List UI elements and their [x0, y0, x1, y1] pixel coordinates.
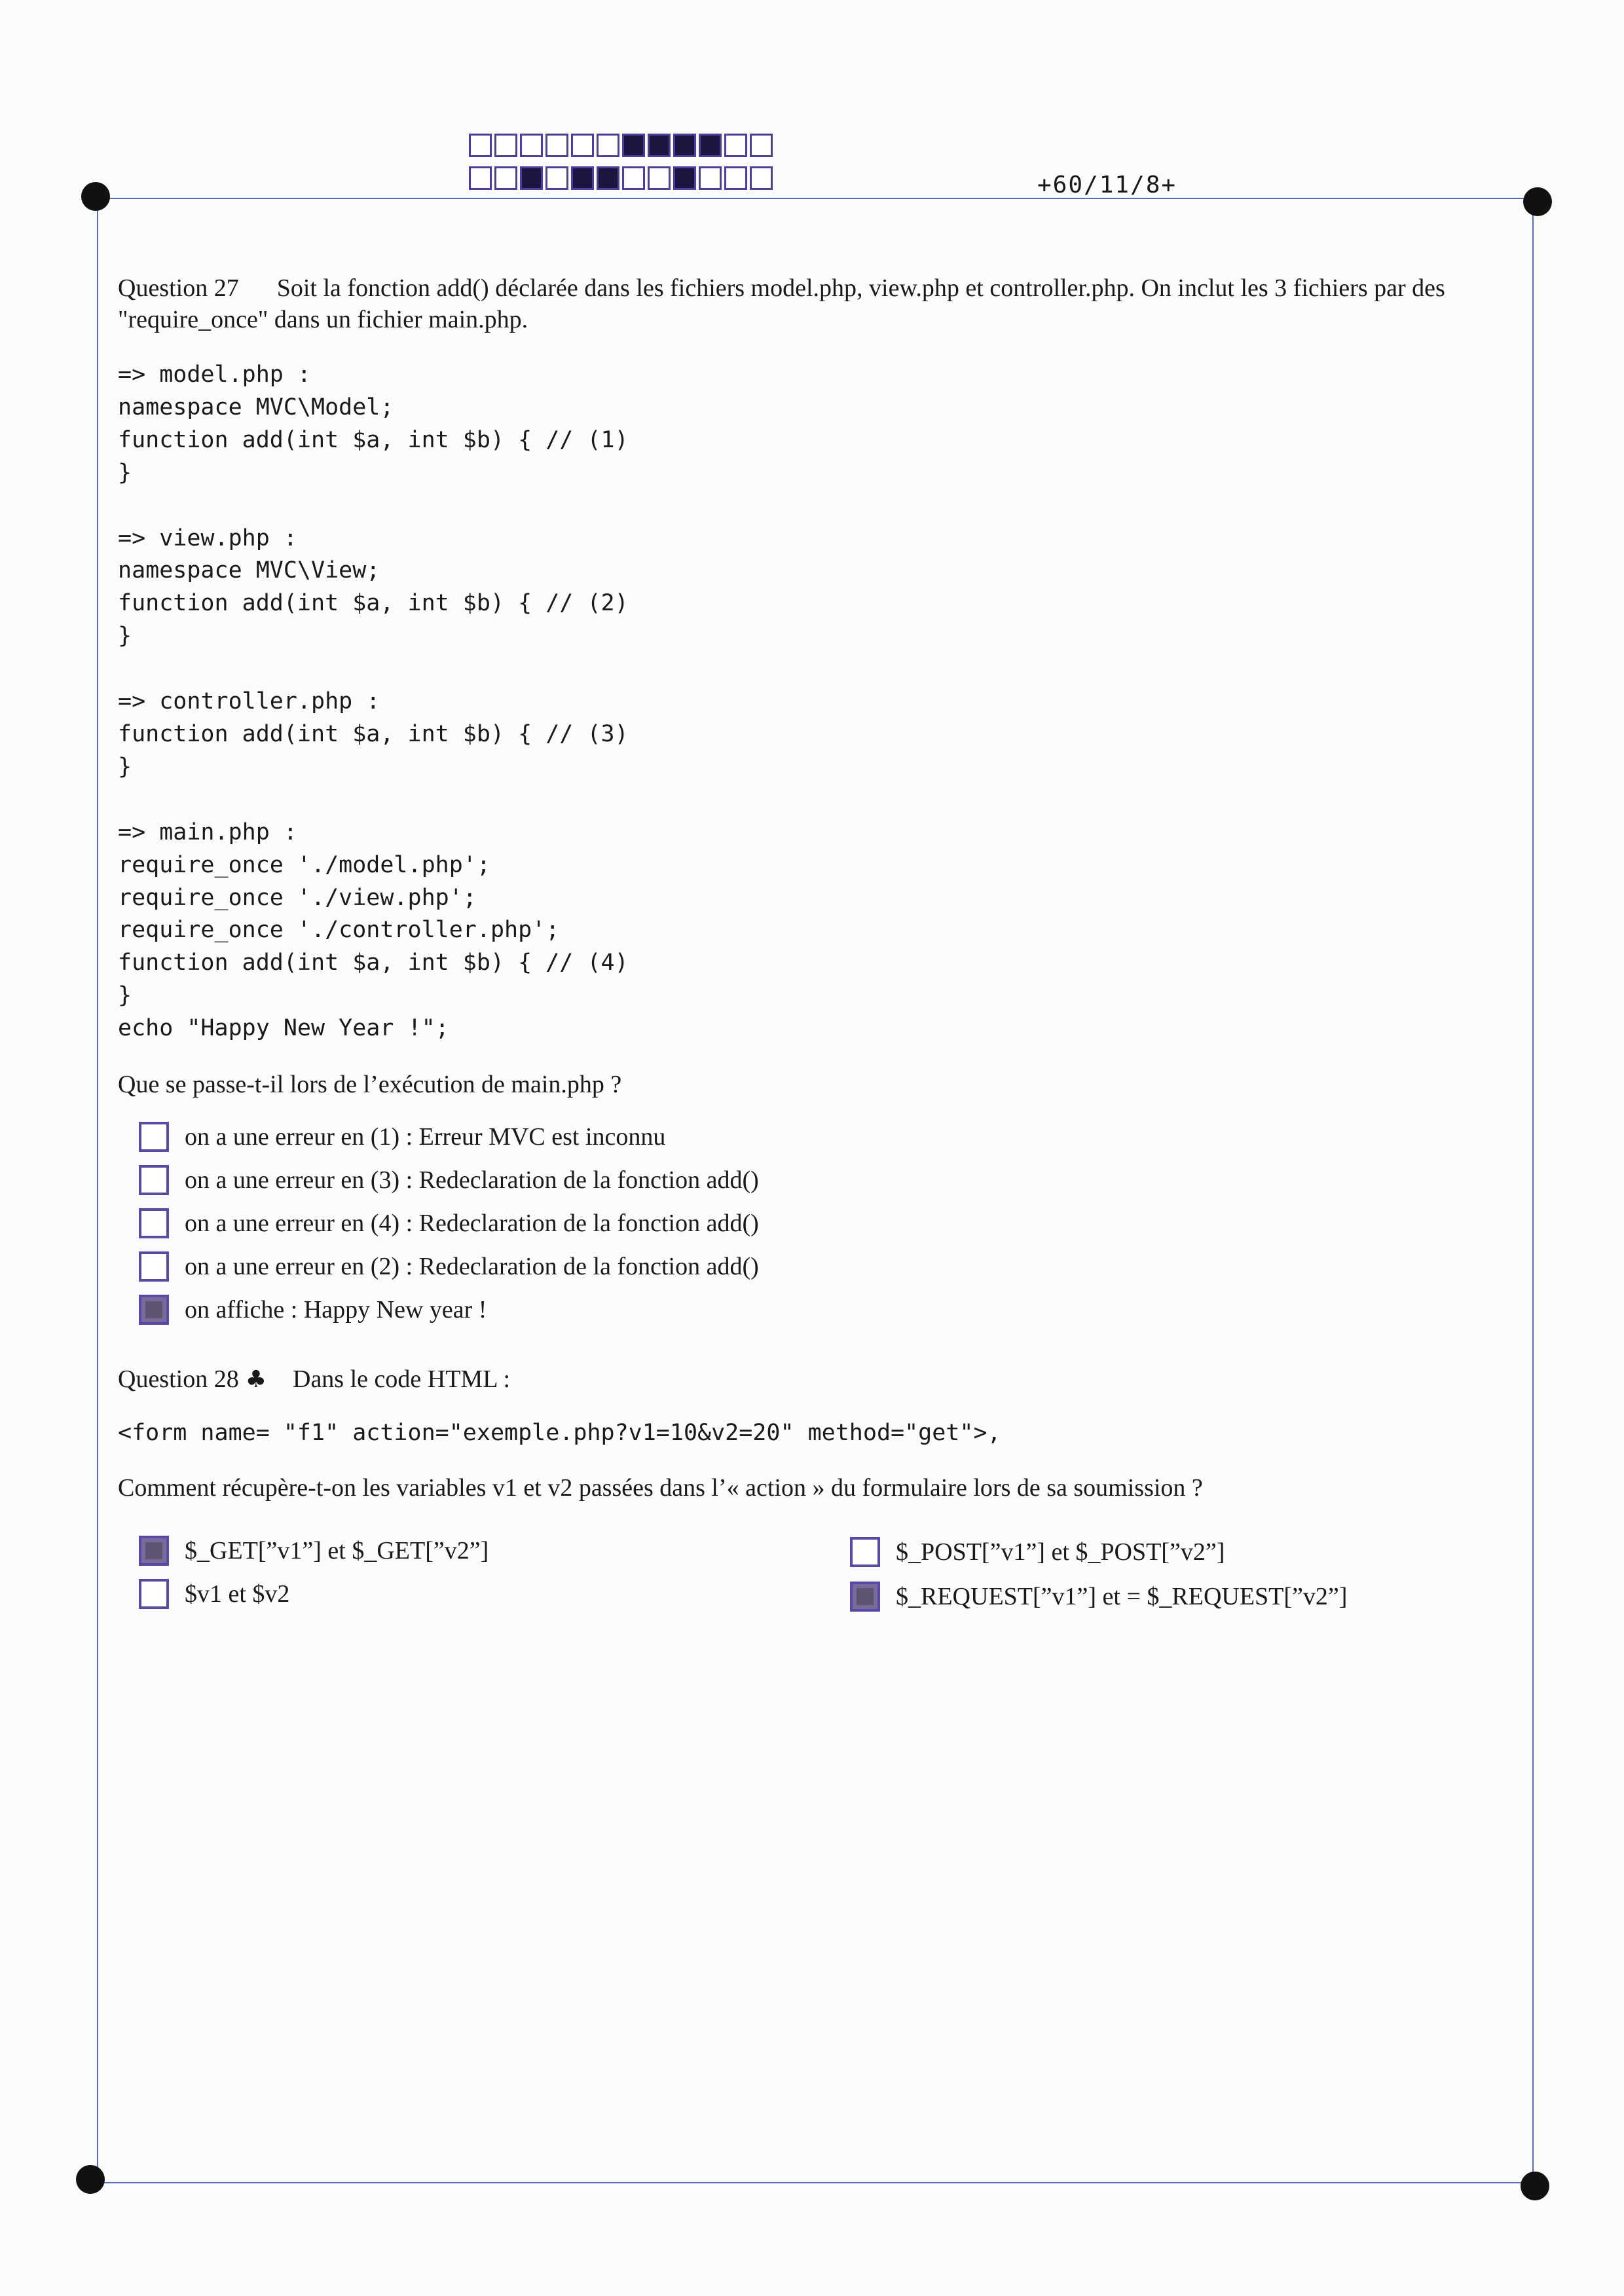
- q28-answer-3[interactable]: [139, 1578, 289, 1610]
- barcode-cell: [571, 166, 594, 190]
- barcode-cell: [469, 134, 492, 157]
- question-28-code: <form name= "f1" action="exemple.php?v1=10&v2=20" method="get">,: [118, 1420, 1001, 1446]
- barcode-cell: [597, 134, 619, 157]
- question-27-text: Soit la fonction add() déclarée dans les fichiers model.php, view.php et controller.php. On inclut les 3 fichiers par des "require_once" dans un fichier main.php.: [118, 274, 1445, 333]
- corner-marker-top-left: [81, 182, 110, 211]
- barcode-cell: [520, 166, 543, 190]
- question-27-code: => model.php : namespace MVC\Model; function add(int $a, int $b) { // (1) } => view.php : namespace MVC\View; function add(int $a, int $b) { // (2) } => controller.php : function add(int $a, int $b) { // (3) } => main.php : require_once './model.php'; require_once './view.php'; require_once './controller.php'; function add(int $a, int $b) { // (4) } echo "Happy New Year !";: [118, 361, 629, 1042]
- q27-answer-5-label: on affiche : Happy New year !: [185, 1296, 487, 1324]
- frame-right-line: [1532, 198, 1534, 2183]
- barcode-cell: [545, 134, 568, 157]
- barcode-cell: [597, 166, 619, 190]
- q27-answer-4-label: on a une erreur en (2) : Redeclaration de la fonction add(): [185, 1253, 759, 1280]
- barcode-cell: [750, 134, 773, 157]
- q28-answer-2[interactable]: [850, 1536, 1225, 1568]
- q27-answer-3[interactable]: [139, 1208, 759, 1239]
- q28-answer-2-checkbox[interactable]: [850, 1537, 880, 1567]
- corner-marker-bottom-right: [1521, 2172, 1549, 2200]
- q28-answer-1[interactable]: [139, 1535, 489, 1566]
- q27-answer-4-checkbox[interactable]: [139, 1251, 169, 1282]
- question-28-title: Question 28: [118, 1365, 239, 1393]
- q27-answer-1-checkbox[interactable]: [139, 1122, 169, 1152]
- barcode-cell: [724, 134, 747, 157]
- barcode-cell: [469, 166, 492, 190]
- q28-answer-4-checkbox[interactable]: [850, 1582, 880, 1612]
- barcode-cell: [673, 134, 696, 157]
- barcode-cell: [750, 166, 773, 190]
- barcode-cell: [622, 166, 645, 190]
- q28-answer-3-checkbox[interactable]: [139, 1579, 169, 1609]
- id-barcode-row-1: [469, 134, 775, 157]
- q28-answer-1-label: $_GET[”v1”] et $_GET[”v2”]: [185, 1537, 489, 1565]
- club-icon: ♣: [245, 1366, 267, 1393]
- frame-top-line: [97, 198, 1538, 199]
- q28-answer-4[interactable]: [850, 1581, 1347, 1612]
- barcode-cell: [699, 166, 722, 190]
- barcode-cell: [571, 134, 594, 157]
- q27-answer-4[interactable]: [139, 1251, 759, 1282]
- q28-answer-2-label: $_POST[”v1”] et $_POST[”v2”]: [896, 1538, 1225, 1566]
- question-27-title: Question 27: [118, 274, 239, 302]
- corner-marker-top-right: [1523, 187, 1552, 216]
- q27-answer-2[interactable]: [139, 1164, 759, 1196]
- barcode-cell: [724, 166, 747, 190]
- q27-answer-3-checkbox[interactable]: [139, 1208, 169, 1238]
- barcode-cell: [699, 134, 722, 157]
- barcode-cell: [648, 134, 671, 157]
- question-28: [118, 1363, 510, 1396]
- question-28-prompt: Comment récupère-t-on les variables v1 et v2 passées dans l’« action » du formulaire lors de sa soumission ?: [118, 1474, 1203, 1502]
- q27-answer-2-checkbox[interactable]: [139, 1165, 169, 1195]
- q27-answer-1-label: on a une erreur en (1) : Erreur MVC est inconnu: [185, 1123, 666, 1151]
- q27-answer-1[interactable]: [139, 1121, 665, 1153]
- barcode-cell: [494, 134, 517, 157]
- barcode-cell: [494, 166, 517, 190]
- barcode-cell: [622, 134, 645, 157]
- id-barcode-row-2: [469, 166, 775, 190]
- barcode-cell: [520, 134, 543, 157]
- q27-answer-3-label: on a une erreur en (4) : Redeclaration de la fonction add(): [185, 1210, 759, 1237]
- question-27: [118, 272, 1519, 335]
- barcode-cell: [673, 166, 696, 190]
- copy-id: +60/11/8+: [1037, 172, 1177, 198]
- q28-answer-3-label: $v1 et $v2: [185, 1580, 290, 1608]
- question-28-text: Dans le code HTML :: [293, 1365, 511, 1393]
- question-27-prompt: Que se passe-t-il lors de l’exécution de main.php ?: [118, 1071, 622, 1098]
- frame-bottom-line: [92, 2182, 1532, 2183]
- q27-answer-5-checkbox[interactable]: [139, 1295, 169, 1325]
- frame-left-line: [97, 198, 98, 2183]
- corner-marker-bottom-left: [76, 2165, 105, 2194]
- q28-answer-4-label: $_REQUEST[”v1”] et = $_REQUEST[”v2”]: [896, 1583, 1348, 1610]
- q28-answer-1-checkbox[interactable]: [139, 1536, 169, 1566]
- barcode-cell: [545, 166, 568, 190]
- barcode-cell: [648, 166, 671, 190]
- q27-answer-5[interactable]: [139, 1294, 487, 1325]
- q27-answer-2-label: on a une erreur en (3) : Redeclaration de la fonction add(): [185, 1166, 759, 1194]
